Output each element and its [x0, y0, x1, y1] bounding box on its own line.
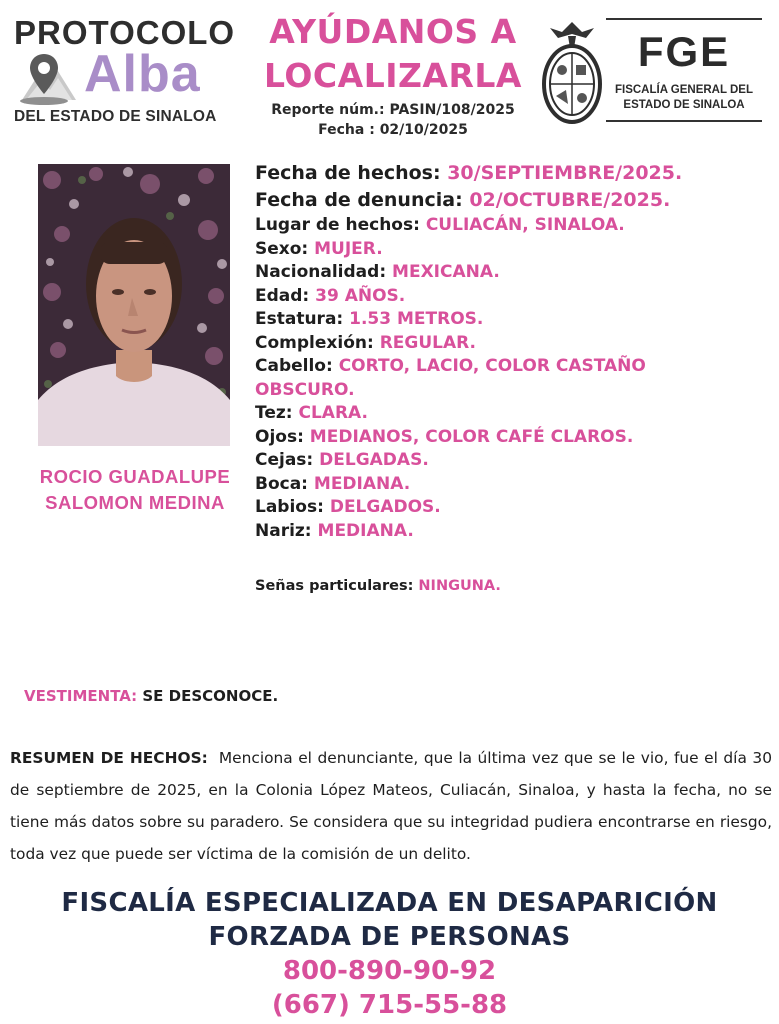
field-boca: Boca: MEDIANA.	[255, 473, 411, 494]
field-edad: Edad: 39 AÑOS.	[255, 285, 406, 306]
field-nacionalidad: Nacionalidad: MEXICANA.	[255, 262, 500, 282]
field-vestimenta: VESTIMENTA: SE DESCONOCE.	[24, 687, 279, 705]
resumen-hechos: RESUMEN DE HECHOS: Menciona el denunciante, que la última vez que se le vio, fue el día 30 de septiembre de 2025, en la Colonia López Mateos, Culiacán, Sinaloa, y hasta la fecha, no se tiene más datos sobre su paradero. Se considera que su integridad pudiera encontrarse en riesgo, toda vez que puede ser víctima de la comisión de un delito.	[10, 749, 772, 863]
footer-agency-line2: FORZADA DE PERSONAS	[208, 922, 571, 952]
agency-name-line1: FISCALÍA GENERAL DEL	[614, 84, 753, 96]
footer-phone-tollfree: 800-890-90-92	[282, 956, 497, 986]
field-lugar-hechos: Lugar de hechos: CULIACÁN, SINALOA.	[255, 215, 625, 235]
field-cejas: Cejas: DELGADAS.	[255, 450, 429, 470]
field-fecha-denuncia: Fecha de denuncia: 02/OCTUBRE/2025.	[255, 189, 671, 211]
footer-agency-line1: FISCALÍA ESPECIALIZADA EN DESAPARICIÓN	[61, 888, 718, 918]
person-name-line2: SALOMON MEDINA	[45, 492, 225, 513]
report-number: Reporte núm.: PASIN/108/2025	[271, 102, 515, 118]
field-senas-particulares: Señas particulares: NINGUNA.	[255, 578, 501, 594]
resumen-text: Menciona el denunciante, que la última vez que se le vio, fue el día 30 de septiembre de 2025, en la Colonia López Mateos, Culiacán, Sinaloa, y hasta la fecha, no se tiene más datos sobre su paradero. Se considera que su integridad pudiera encontrarse en riesgo, toda vez que puede ser víctima de la comisión de un delito.	[10, 749, 772, 863]
field-complexion: Complexión: REGULAR.	[255, 332, 477, 353]
footer-phone-local: (667) 715-55-88	[271, 990, 508, 1020]
person-name-line1: ROCIO GUADALUPE	[39, 466, 231, 487]
agency-name-line2: ESTADO DE SINALOA	[623, 99, 745, 111]
field-sexo: Sexo: MUJER.	[255, 238, 383, 259]
missing-person-photo	[38, 164, 230, 446]
state-seal-icon	[540, 18, 604, 126]
field-estatura: Estatura: 1.53 METROS.	[255, 309, 484, 329]
logo-protocolo-text: PROTOCOLO	[14, 14, 236, 51]
location-pin-icon	[18, 50, 78, 106]
logo-subtitle: DEL ESTADO DE SINALOA	[14, 108, 217, 125]
field-cabello: Cabello: CORTO, LACIO, COLOR CASTAÑO OBSCURO.	[255, 356, 646, 400]
person-details	[255, 160, 775, 543]
headline-line2: LOCALIZARLA	[264, 56, 522, 95]
field-tez: Tez: CLARA.	[255, 403, 368, 423]
fge-logo-text: FGE	[637, 28, 731, 75]
field-labios: Labios: DELGADOS.	[255, 497, 441, 517]
headline-line1: AYÚDANOS A	[269, 12, 517, 51]
field-ojos: Ojos: MEDIANOS, COLOR CAFÉ CLAROS.	[255, 426, 634, 447]
field-nariz: Nariz: MEDIANA.	[255, 520, 414, 541]
report-date: Fecha : 02/10/2025	[318, 122, 468, 138]
field-fecha-hechos: Fecha de hechos: 30/SEPTIEMBRE/2025.	[255, 162, 683, 184]
logo-alba-text: Alba	[84, 45, 201, 103]
